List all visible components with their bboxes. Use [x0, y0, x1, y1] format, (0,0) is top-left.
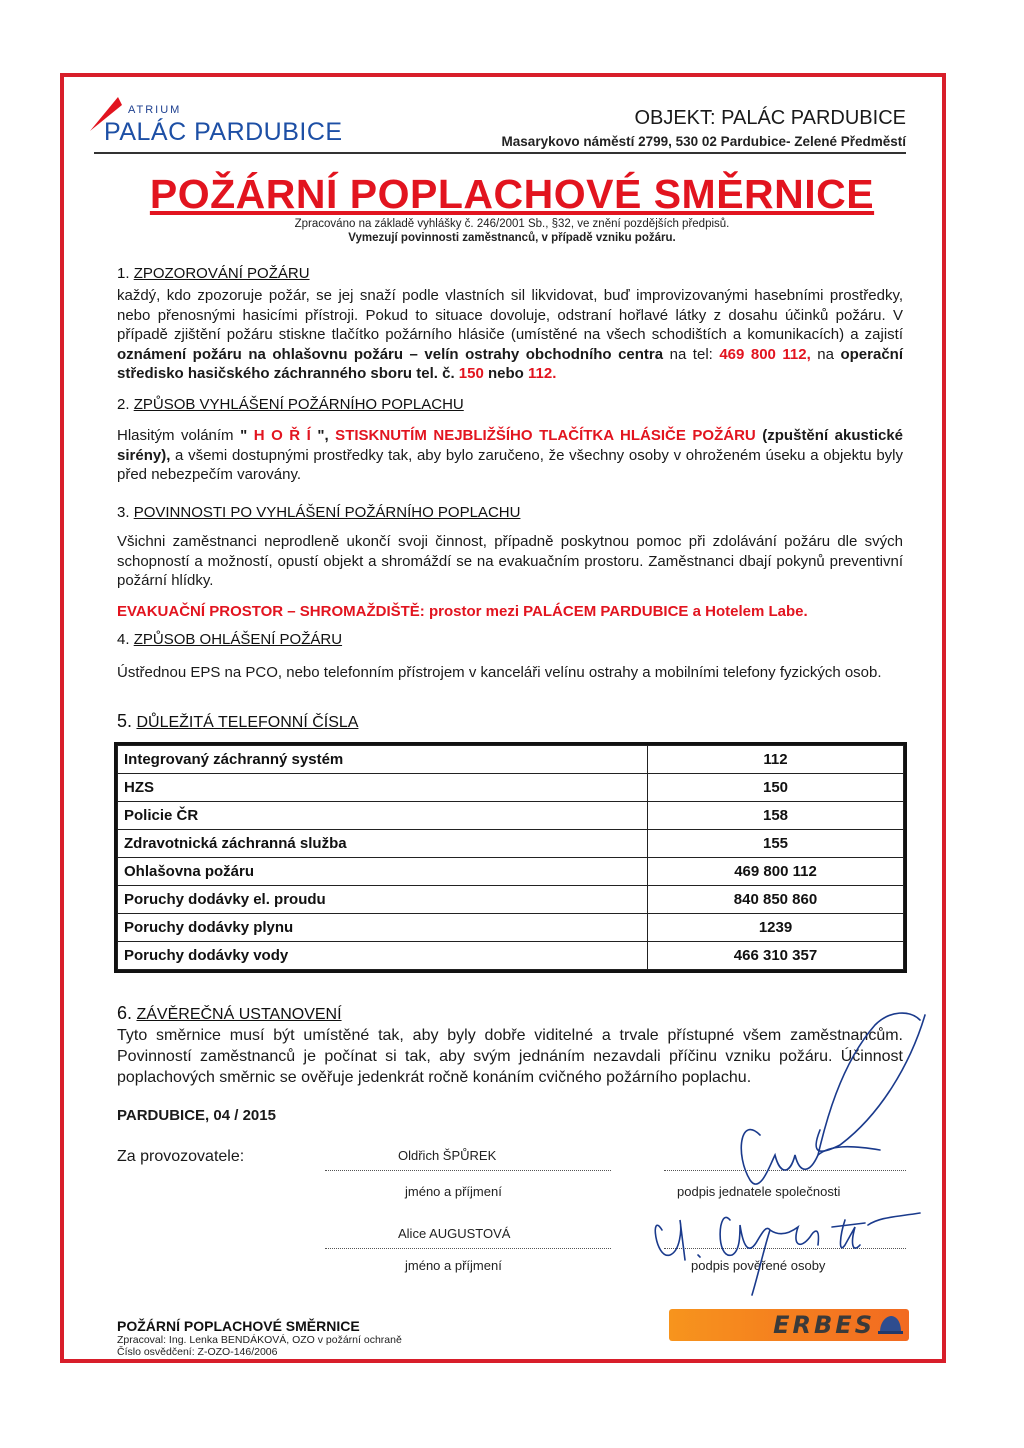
legal-basis: Zpracováno na základě vyhlášky č. 246/2001 Sb., §32, ve znění pozdějších předpisů.	[294, 218, 730, 230]
service-name-cell: Poruchy dodávky plynu	[118, 914, 648, 942]
footer-title: POŽÁRNÍ POPLACHOVÉ SMĚRNICE	[117, 1318, 360, 1334]
logo-palac-pardubice: PALÁC PARDUBICE	[104, 118, 343, 146]
page-title: POŽÁRNÍ POPLACHOVÉ SMĚRNICE	[149, 171, 875, 217]
erbes-logo	[669, 1309, 909, 1341]
phone-number-cell: 840 850 860	[648, 886, 904, 914]
section-2-heading	[117, 396, 464, 413]
section-6-number: 6.	[117, 1003, 133, 1023]
section-6-title: ZÁVĚREČNÁ USTANOVENÍ	[136, 1006, 342, 1023]
section-1-heading	[117, 265, 310, 282]
footer-certificate: Číslo osvědčení: Z-OZO-146/2006	[117, 1346, 278, 1358]
service-name-cell: Policie ČR	[118, 802, 648, 830]
table-row	[118, 942, 904, 970]
service-name-cell: Ohlašovna požáru	[118, 858, 648, 886]
s1-text-d: na	[810, 345, 841, 363]
s2-siren: (zpuštění akustické sirény),	[117, 427, 904, 464]
document-purpose: Vymezují povinnosti zaměstnanců, v případě vzniku požáru.	[348, 232, 676, 244]
service-name-cell: Poruchy dodávky el. proudu	[118, 886, 648, 914]
s1-text-e: operační středisko hasičského záchranného sboru tel. č.	[117, 345, 903, 382]
signer-2-name: Alice AUGUSTOVÁ	[398, 1226, 511, 1241]
section-5-number: 5.	[117, 711, 133, 731]
erbes-logo-text: ERBES	[773, 1311, 875, 1339]
section-4-title: ZPŮSOB OHLÁŠENÍ POŽÁRU	[133, 631, 343, 648]
signer-1-name: Oldřich ŠPŮREK	[398, 1148, 497, 1163]
service-name-cell: Integrovaný záchranný systém	[118, 746, 648, 774]
table-row	[118, 886, 904, 914]
logo-atrium: ATRIUM	[128, 104, 182, 116]
service-name-cell: Zdravotnická záchranná služba	[118, 830, 648, 858]
s2-press-button: STISKNUTÍM NEJBLIŽŠÍHO TLAČÍTKA HLÁSIČE POŽÁRU	[328, 427, 756, 444]
signer-1-signature-label: podpis jednatele společnosti	[677, 1184, 841, 1199]
phone-number-cell: 1239	[648, 914, 904, 942]
section-6-heading	[117, 1003, 342, 1024]
signer-2-signature-label: podpis pověřené osoby	[691, 1258, 826, 1273]
table-row	[118, 830, 904, 858]
s1-text-c: na tel:	[663, 345, 720, 363]
s1-phone-security: 469 800 112,	[719, 345, 811, 363]
section-4-heading	[117, 631, 342, 648]
section-1-text	[117, 286, 903, 384]
s1-text-b: oznámení požáru na ohlašovnu požáru – velín ostrahy obchodního centra	[117, 345, 664, 363]
section-3-number: 3.	[117, 504, 130, 521]
object-title: OBJEKT: PALÁC PARDUBICE	[634, 107, 906, 129]
object-address: Masarykovo náměstí 2799, 530 02 Pardubice- Zelené Předměstí	[501, 134, 906, 149]
table-row	[118, 914, 904, 942]
handwritten-signatures	[640, 1005, 940, 1305]
phone-number-cell: 155	[648, 830, 904, 858]
s1-text-a: každý, kdo zpozoruje požár, se jej snaží podle vlastních sil likvidovat, buď improvizovanými hasebními prostředky, nebo přenosnými hasicími přístroji. Pokud to situace dovoluje, odstraní hořlavé látky z dosahu účinků požáru. V případě zjištění požáru stiskne tlačítko požárního hlásiče (umístěné na všech schodištích a komunikacích) a zajistí	[117, 287, 903, 343]
service-name-cell: HZS	[118, 774, 648, 802]
section-2-number: 2.	[117, 396, 130, 413]
section-4-text: Ústřednou EPS na PCO, nebo telefonním přístrojem v kanceláři velínu ostrahy a mobilními telefony fyzických osob.	[117, 664, 882, 681]
signer-1-name-label: jméno a příjmení	[405, 1184, 502, 1199]
section-3-title: POVINNOSTI PO VYHLÁŠENÍ POŽÁRNÍHO POPLACHU	[133, 504, 521, 521]
table-row	[118, 802, 904, 830]
footer-prepared-by: Zpracoval: Ing. Lenka BENDÁKOVÁ, OZO v požární ochraně	[117, 1334, 402, 1346]
section-3-heading	[117, 504, 520, 521]
s1-text-or: nebo	[488, 365, 524, 382]
table-row	[118, 746, 904, 774]
s1-phone-150: 150	[458, 365, 484, 382]
section-2-text	[117, 426, 903, 485]
s2-quote-close: ",	[317, 427, 329, 444]
phone-number-cell: 469 800 112	[648, 858, 904, 886]
service-name-cell: Poruchy dodávky vody	[118, 942, 648, 970]
section-5-heading	[117, 711, 358, 732]
section-5-title: DŮLEŽITÁ TELEFONNÍ ČÍSLA	[136, 714, 359, 731]
signer-2-name-line	[325, 1248, 611, 1249]
section-2-title: ZPŮSOB VYHLÁŠENÍ POŽÁRNÍHO POPLACHU	[133, 396, 464, 413]
s1-phone-112: 112.	[528, 365, 557, 382]
phone-number-cell: 466 310 357	[648, 942, 904, 970]
s2-quote-open: "	[240, 427, 248, 444]
signer-1-name-line	[325, 1170, 611, 1171]
s2-text-b: a všemi dostupnými prostředky tak, aby bylo zaručeno, že všechny osoby v ohroženém úseku a objektu byly před nebezpečím varovány.	[117, 446, 903, 483]
section-6-text: Tyto směrnice musí být umístěné tak, aby byly dobře viditelné a trvale přístupné všem zaměstnancům. Povinností zaměstnanců je počínat si tak, aby svým jednáním nezavdali příčinu vzniku požáru. Účinnost poplachových směrnic se ověřuje jedenkrát ročně konáním cvičného požárního poplachu.	[117, 1027, 903, 1086]
helmet-icon	[877, 1312, 903, 1338]
signer-2-name-label: jméno a příjmení	[405, 1258, 502, 1273]
phone-number-cell: 112	[648, 746, 904, 774]
table-row	[118, 774, 904, 802]
evacuation-area: EVAKUAČNÍ PROSTOR – SHROMAŽDIŠTĚ: prostor mezi PALÁCEM PARDUBICE a Hotelem Labe.	[117, 603, 808, 620]
phone-numbers-table	[117, 745, 904, 970]
phone-number-cell: 158	[648, 802, 904, 830]
section-1-number: 1.	[117, 265, 130, 282]
section-1-title: ZPOZOROVÁNÍ POŽÁRU	[133, 265, 310, 282]
for-operator-label: Za provozovatele:	[117, 1148, 245, 1165]
place-date: PARDUBICE, 04 / 2015	[117, 1107, 276, 1124]
section-3-text: Všichni zaměstnanci neprodleně ukončí svoji činnost, případně poskytnou pomoc při zdolávání požáru dle svých schopností a možností, opustí objekt a shromáždí se na evakuačním prostoru. Zaměstnanci dbají pokynů preventivní požární hlídky.	[117, 533, 903, 589]
section-4-number: 4.	[117, 631, 130, 648]
phone-number-cell: 150	[648, 774, 904, 802]
s2-text-a: Hlasitým voláním	[117, 427, 241, 444]
table-row	[118, 858, 904, 886]
s2-hori: H O Ř Í	[247, 427, 318, 444]
header-divider	[94, 152, 906, 154]
